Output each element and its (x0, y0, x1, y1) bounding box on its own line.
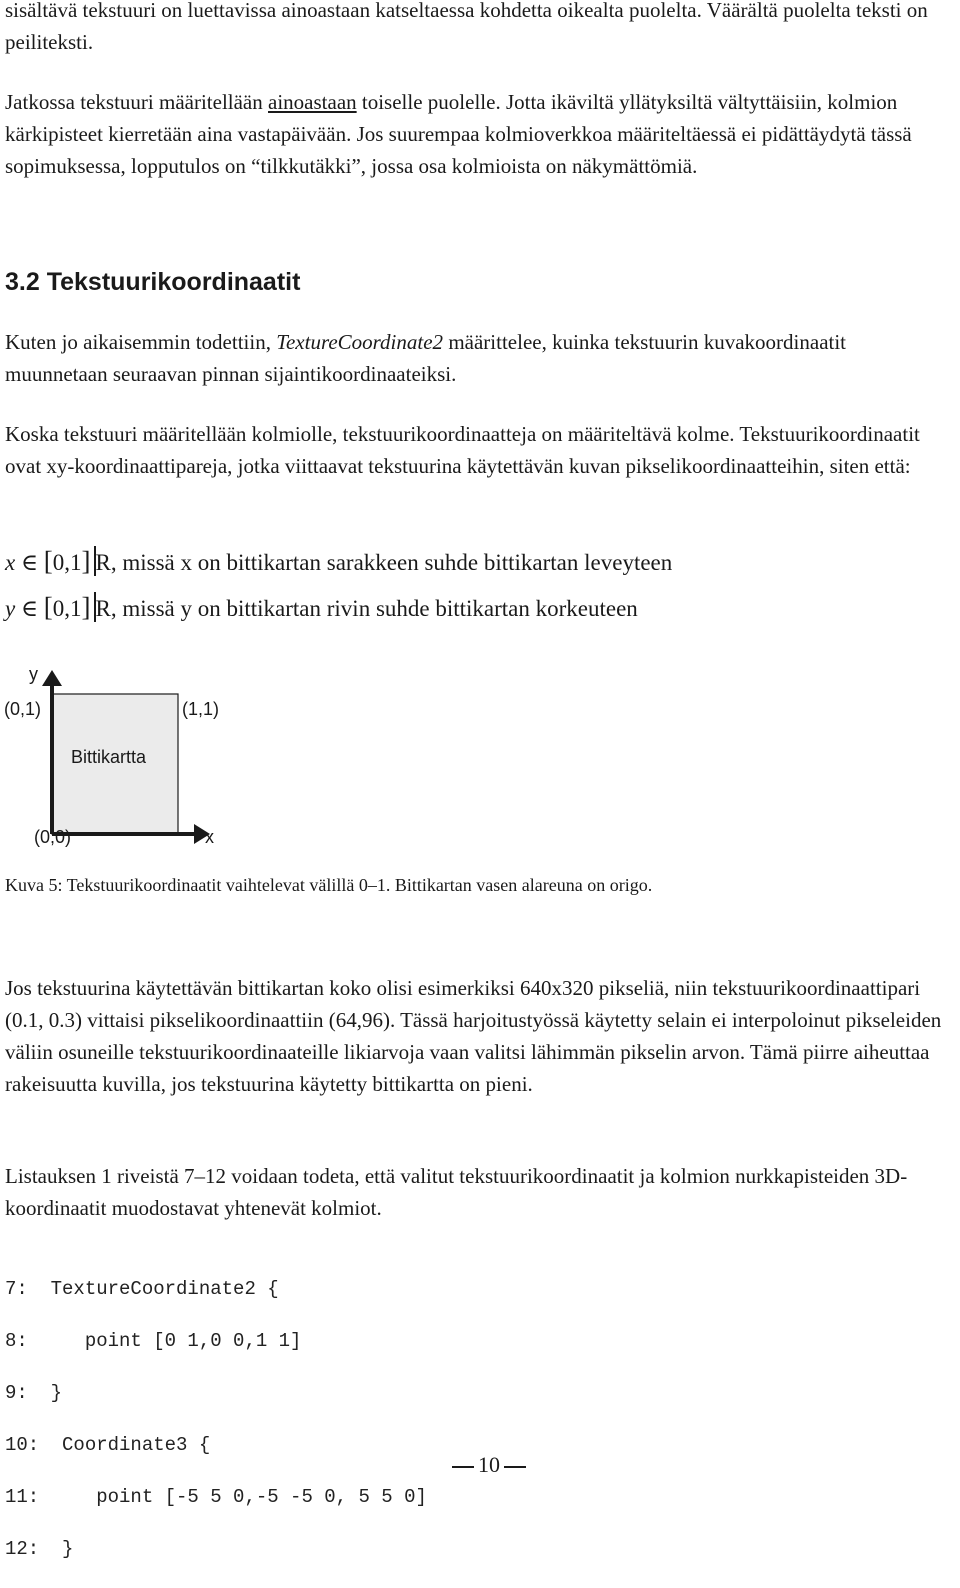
y-axis-arrow-icon (42, 670, 62, 686)
math-x-definition (5, 546, 672, 578)
code-line: 12: } (5, 1538, 74, 1560)
interval-x: 0,1 (52, 550, 82, 575)
page-number (444, 1450, 534, 1480)
bitmap-label: Bittikartta (71, 747, 147, 767)
page-number-value: 10 (478, 1452, 500, 1477)
right-bracket: ] (82, 592, 96, 622)
code-line: 8: point [0 1,0 0,1 1] (5, 1330, 302, 1352)
paragraph-tc-post: määrittelee, kuinka tekstuurin kuvakoordinaatit muunnetaan seuraavan pinnan sijaintikoordinaateiksi. (5, 330, 847, 386)
real-set-x: R, (95, 550, 117, 575)
underlined-word: ainoastaan (268, 90, 357, 114)
label-origin: (0,0) (34, 827, 72, 847)
code-listing (5, 1250, 427, 1588)
math-y-var: y (5, 596, 16, 621)
page-dash-right (504, 1466, 526, 1468)
code-line: 7: TextureCoordinate2 { (5, 1278, 279, 1300)
code-line: 9: } (5, 1382, 63, 1404)
math-y-definition (5, 592, 638, 624)
math-x-var: x (5, 550, 16, 575)
math-x-description: missä x on bittikartan sarakkeen suhde bittikartan leveyteen (122, 550, 673, 575)
paragraph-backface (5, 86, 945, 182)
page-dash-left (452, 1466, 474, 1468)
element-of-symbol: ∈ (20, 596, 38, 621)
left-bracket: [ (43, 592, 53, 622)
right-bracket: ] (82, 546, 96, 576)
texturecoordinate2-term: TextureCoordinate2 (276, 330, 444, 354)
paragraph-backface-pre: Jatkossa tekstuuri määritellään (5, 90, 269, 114)
left-bracket: [ (43, 546, 53, 576)
label-top-right: (1,1) (182, 699, 220, 719)
label-top-left: (0,1) (4, 699, 42, 719)
figure-caption: Kuva 5: Tekstuurikoordinaatit vaihtelevat välillä 0–1. Bittikartan vasen alareuna on origo. (5, 875, 653, 895)
real-set-y: R, (95, 596, 117, 621)
x-axis-label: x (205, 827, 214, 847)
math-y-description: missä y on bittikartan rivin suhde bittikartan korkeuteen (122, 596, 638, 621)
code-line: 11: point [-5 5 0,-5 -5 0, 5 5 0] (5, 1486, 427, 1508)
paragraph-coordinates: Koska tekstuuri määritellään kolmiolle, tekstuurikoordinaatteja on määriteltävä kolme. Tekstuurikoordinaatit ovat xy-koordinaattipareja, jotka viittaavat tekstuurina käytettävän kuvan pikselikoordinaatteihin, siten että: (5, 422, 920, 478)
paragraph-pixel-example: Jos tekstuurina käytettävän bittikartan koko olisi esimerkiksi 640x320 pikseliä, niin tekstuurikoordinaattipari (0.1, 0.3) vittaisi pikselikoordinaattiin (64,96). Tässä harjoitustyössä käytetty selain ei interpoloinut pikseleiden väliin osuneille tekstuurikoordinaateille likiarvoja vaan valitsi lähimmän pikselin arvon. Tämä piirre aiheuttaa rakeisuutta kuvilla, jos tekstuurina käytetty bittikartta on pieni. (5, 976, 942, 1096)
y-axis-label: y (29, 664, 38, 684)
paragraph-texture-coordinate (5, 326, 945, 390)
section-heading: 3.2 Tekstuurikoordinaatit (5, 268, 301, 296)
paragraph-tc-pre: Kuten jo aikaisemmin todettiin, (5, 330, 277, 354)
element-of-symbol: ∈ (20, 550, 38, 575)
interval-y: 0,1 (52, 596, 82, 621)
paragraph-backface-post: toiselle puolelle. Jotta ikäviltä yllätyksiltä vältyttäisiin, kolmion kärkipisteet kierretään aina vastapäivään. Jos suurempaa kolmioverkkoa määriteltäessä ei pidättäydytä tässä sopimuksessa, lopputulos on “tilkkutäkki”, jossa osa kolmioista on näkymättömiä. (5, 90, 912, 178)
intro-paragraph: sisältävä tekstuuri on luettavissa ainoastaan katseltaessa kohdetta oikealta puolelta. Väärältä puolelta teksti on peiliteksti. (5, 0, 928, 54)
paragraph-listing-reference: Listauksen 1 riveistä 7–12 voidaan todeta, että valitut tekstuurikoordinaatit ja kolmion nurkkapisteiden 3D-koordinaatit muodostavat yhtenevät kolmiot. (5, 1164, 908, 1220)
code-line: 10: Coordinate3 { (5, 1434, 211, 1456)
texture-coordinate-diagram (0, 650, 260, 860)
